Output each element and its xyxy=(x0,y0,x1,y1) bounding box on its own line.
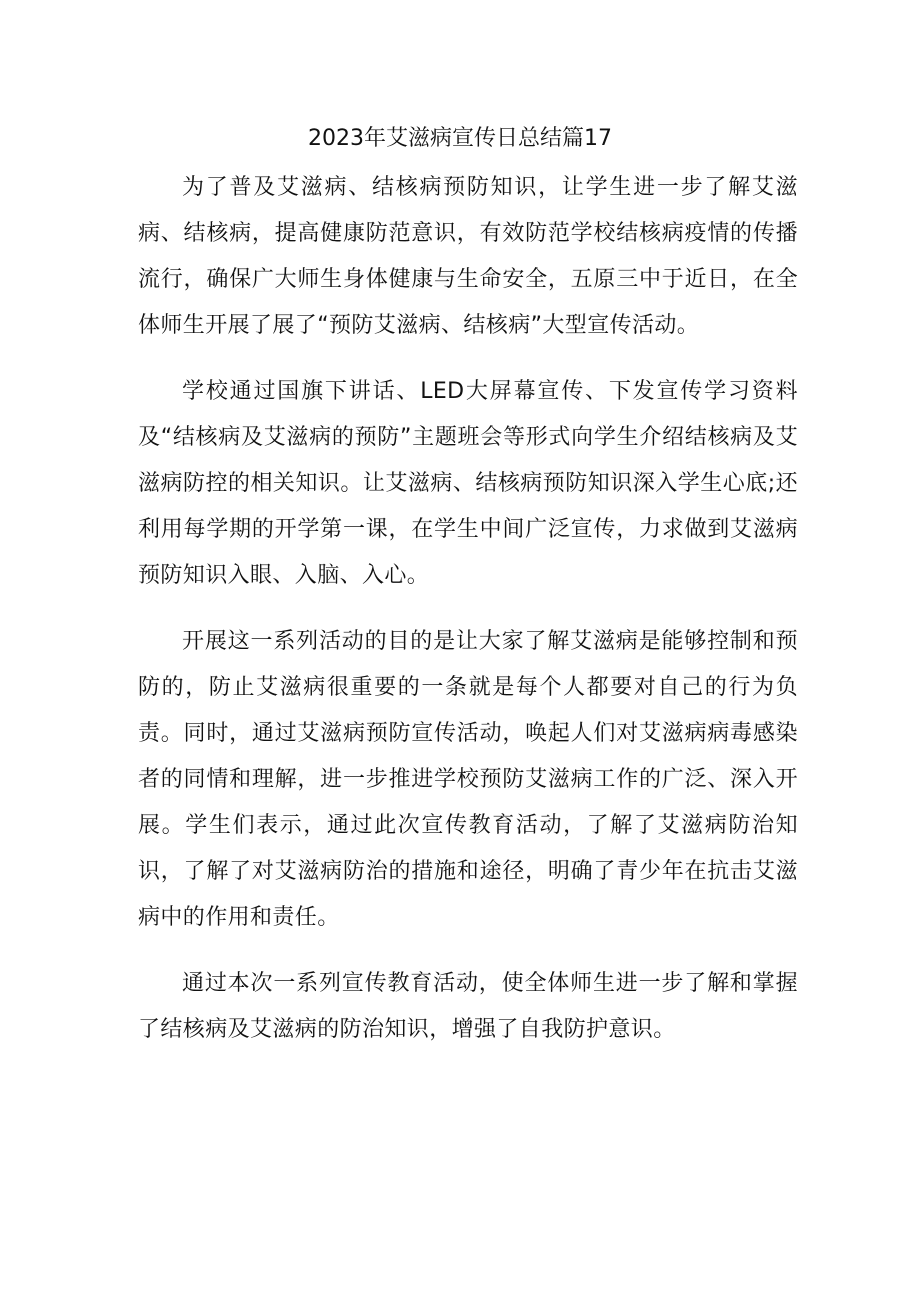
paragraph-4: 通过本次一系列宣传教育活动，使全体师生进一步了解和掌握了结核病及艾滋病的防治知识，增强了自我防护意识。 xyxy=(138,971,798,1042)
document-title: 2023年艾滋病宣传日总结篇17 xyxy=(308,126,612,151)
paragraph-2: 学校通过国旗下讲话、LED大屏幕宣传、下发宣传学习资料及“结核病及艾滋病的预防”主题班会等形式向学生介绍结核病及艾滋病防控的相关知识。让艾滋病、结核病预防知识深入学生心底;还利用每学期的开学第一课，在学生中间广泛宣传，力求做到艾滋病预防知识入眼、入脑、入心。 xyxy=(138,379,798,588)
paragraph-3: 开展这一系列活动的目的是让大家了解艾滋病是能够控制和预防的，防止艾滋病很重要的一条就是每个人都要对自己的行为负责。同时，通过艾滋病预防宣传活动，唤起人们对艾滋病病毒感染者的同情和理解，进一步推进学校预防艾滋病工作的广泛、深入开展。学生们表示，通过此次宣传教育活动，了解了艾滋病防治知识，了解了对艾滋病防治的措施和途径，明确了青少年在抗击艾滋病中的作用和责任。 xyxy=(138,629,798,930)
paragraph-1: 为了普及艾滋病、结核病预防知识，让学生进一步了解艾滋病、结核病，提高健康防范意识，有效防范学校结核病疫情的传播流行，确保广大师生身体健康与生命安全，五原三中于近日，在全体师生开展了展了“预防艾滋病、结核病”大型宣传活动。 xyxy=(138,175,798,338)
document-body xyxy=(138,165,798,1073)
